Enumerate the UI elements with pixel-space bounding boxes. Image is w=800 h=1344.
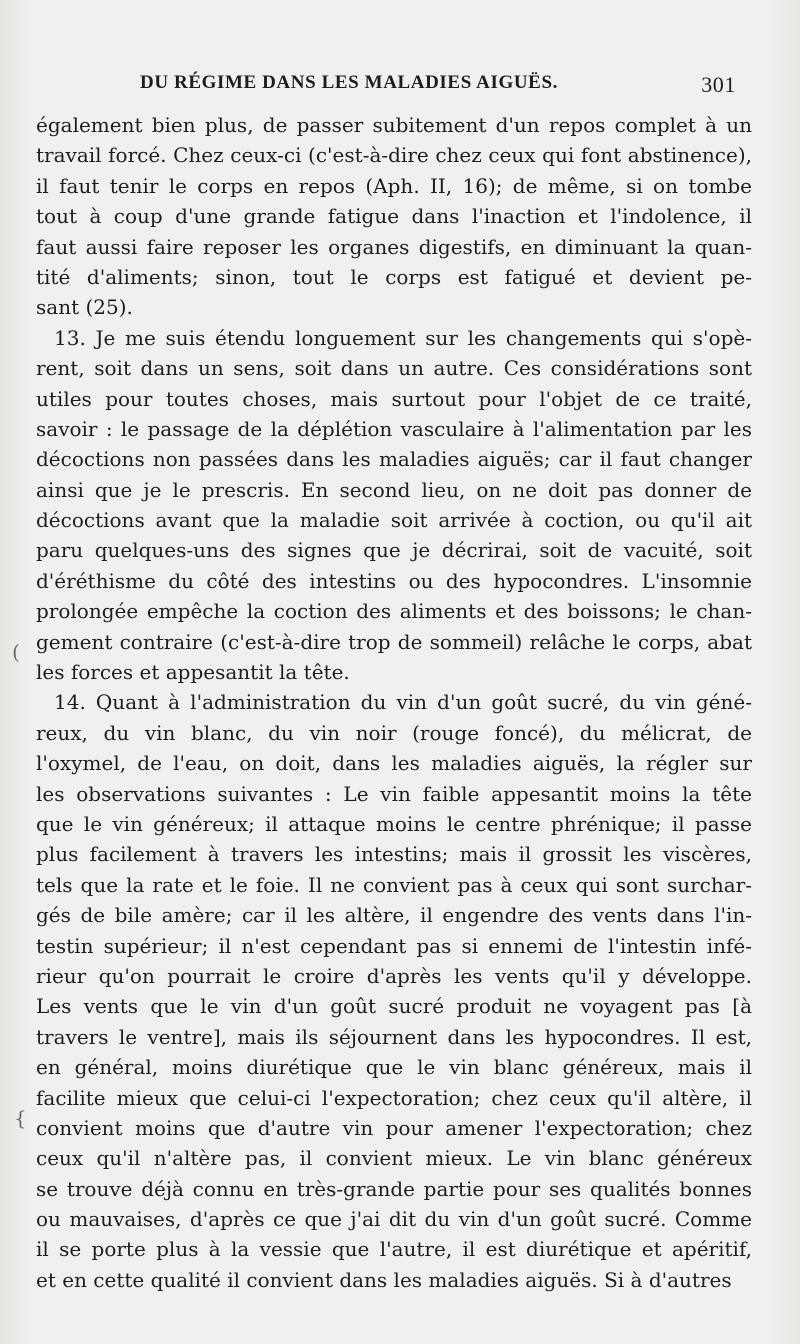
text-line: décoctions avant que la maladie soit arrivée à coction, ou qu'il ait [36,508,752,533]
text-line: tout à coup d'une grande fatigue dans l'inaction et l'indolence, il [36,204,752,229]
text-line: travail forcé. Chez ceux-ci (c'est-à-dire chez ceux qui font abstinence), [36,143,752,168]
page-header [140,72,736,102]
text-line: faut aussi faire reposer les organes digestifs, en diminuant la quan- [36,234,752,259]
text-line: 13. Je me suis étendu longuement sur les changements qui s'opè- [54,325,752,350]
text-line: 14. Quant à l'administration du vin d'un goût sucré, du vin géné- [54,690,752,715]
text-line: paru quelques-uns des signes que je décrirai, soit de vacuité, soit [36,538,752,563]
text-line: se trouve déjà connu en très-grande partie pour ses qualités bonnes [36,1176,752,1201]
text-line: Les vents que le vin d'un goût sucré produit ne voyagent pas [à [36,994,752,1019]
body-text [36,110,752,1295]
text-line: prolongée empêche la coction des aliments et des boissons; le chan- [36,599,752,624]
text-line: convient moins que d'autre vin pour amener l'expectoration; chez [36,1115,752,1140]
text-line: tité d'aliments; sinon, tout le corps est fatigué et devient pe- [36,264,752,289]
text-line: sant (25). [36,295,133,320]
text-line: utiles pour toutes choses, mais surtout pour l'objet de ce traité, [36,386,752,411]
text-line: les forces et appesantit la tête. [36,660,350,685]
text-line: décoctions non passées dans les maladies aiguës; car il faut changer [36,447,752,472]
margin-mark: { [14,1106,27,1130]
text-line: travers le ventre], mais ils séjournent dans les hypocondres. Il est, [36,1024,752,1049]
running-title: DU RÉGIME DANS LES MALADIES AIGUËS. [140,72,558,93]
text-line: savoir : le passage de la déplétion vasculaire à l'alimentation par les [36,416,752,441]
text-line: testin supérieur; il n'est cependant pas si ennemi de l'intestin infé- [36,933,752,958]
text-line: ou mauvaises, d'après ce que j'ai dit du vin d'un goût sucré. Comme [36,1207,752,1232]
text-line: il se porte plus à la vessie que l'autre, il est diurétique et apéritif, [36,1237,752,1262]
margin-mark: ( [12,640,20,664]
text-line: facilite mieux que celui-ci l'expectoration; chez ceux qu'il altère, il [36,1085,752,1110]
text-line: reux, du vin blanc, du vin noir (rouge foncé), du mélicrat, de [36,720,752,745]
text-line: d'éréthisme du côté des intestins ou des hypocondres. L'insomnie [36,568,752,593]
text-line: gés de bile amère; car il les altère, il engendre des vents dans l'in- [36,903,752,928]
text-line: les observations suivantes : Le vin faible appesantit moins la tête [36,781,752,806]
text-line: rent, soit dans un sens, soit dans un autre. Ces considérations sont [36,356,752,381]
text-line: rieur qu'on pourrait le croire d'après les vents qu'il y développe. [36,963,752,988]
text-line: ceux qu'il n'altère pas, il convient mieux. Le vin blanc généreux [36,1146,752,1171]
page-number: 301 [701,72,736,97]
text-line: et en cette qualité il convient dans les maladies aiguës. Si à d'autres [36,1267,732,1292]
text-line: tels que la rate et le foie. Il ne convient pas à ceux qui sont surchar- [36,872,752,897]
text-line: que le vin généreux; il attaque moins le centre phrénique; il passe [36,811,752,836]
text-line: également bien plus, de passer subitement d'un repos complet à un [36,113,752,137]
text-line: plus facilement à travers les intestins; mais il grossit les viscères, [36,842,752,867]
text-line: gement contraire (c'est-à-dire trop de sommeil) relâche le corps, abat [36,629,752,654]
text-line: l'oxymel, de l'eau, on doit, dans les maladies aiguës, la régler sur [36,751,752,776]
text-line: en général, moins diurétique que le vin blanc généreux, mais il [36,1055,752,1080]
text-line: il faut tenir le corps en repos (Aph. II, 16); de même, si on tombe [36,173,752,198]
text-line: ainsi que je le prescris. En second lieu, on ne doit pas donner de [36,477,752,502]
